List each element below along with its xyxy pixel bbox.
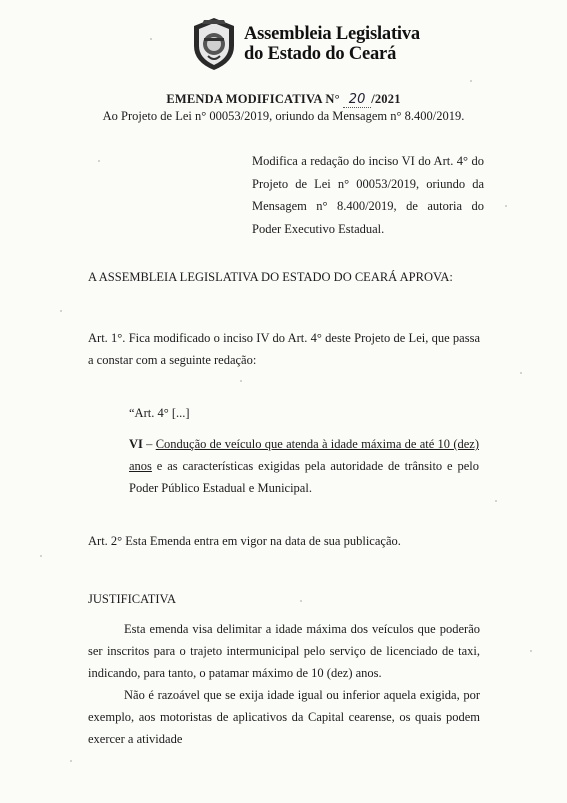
article-1: Art. 1°. Fica modificado o inciso IV do Art. 4° deste Projeto de Lei, que passa a constar com a seguinte redação: bbox=[88, 331, 480, 367]
inciso-vi bbox=[129, 433, 479, 499]
scan-speck bbox=[300, 600, 302, 602]
scan-speck bbox=[470, 80, 472, 82]
inciso-label: VI bbox=[129, 437, 143, 451]
inciso-underlined-text: Condução de veículo que atenda à idade máxima de até 10 (dez) anos bbox=[129, 437, 479, 473]
letterhead bbox=[190, 14, 420, 74]
scan-speck bbox=[505, 205, 507, 207]
org-name-line2: do Estado do Ceará bbox=[244, 44, 397, 64]
document-subtitle: Ao Projeto de Lei n° 00053/2019, oriundo da Mensagem n° 8.400/2019. bbox=[102, 109, 465, 123]
quoted-article-head: “Art. 4° [...] bbox=[129, 406, 190, 420]
scan-speck bbox=[70, 760, 72, 762]
scan-speck bbox=[530, 650, 532, 652]
scan-speck bbox=[98, 160, 100, 162]
article-2: Art. 2° Esta Emenda entra em vigor na data de sua publicação. bbox=[88, 534, 401, 548]
org-name-line1: Assembleia Legislativa bbox=[244, 24, 420, 44]
scan-speck bbox=[495, 500, 497, 502]
justification-heading: JUSTIFICATIVA bbox=[88, 592, 176, 606]
justification-paragraph-2: Não é razoável que se exija idade igual ou inferior aquela exigida, por exemplo, aos motoristas de aplicativos da Capital cearense, os quais podem exercer a atividade bbox=[88, 688, 480, 746]
justification-paragraph-1: Esta emenda visa delimitar a idade máxima dos veículos que poderão ser inscritos para o trajeto intermunicipal pelo serviço de licenciado de taxi, indicando, para tanto, o patamar máximo de 10 (dez) anos. bbox=[88, 622, 480, 680]
scan-speck bbox=[40, 555, 42, 557]
amendment-number: 20 bbox=[343, 92, 371, 108]
inciso-dash: – bbox=[142, 437, 156, 451]
document-title bbox=[0, 92, 567, 108]
scan-speck bbox=[150, 38, 152, 40]
scan-speck bbox=[60, 310, 62, 312]
inciso-rest-text: e as características exigidas pela autoridade de trânsito e pelo Poder Público Estadual e Municipal. bbox=[129, 459, 479, 495]
ementa-summary: Modifica a redação do inciso VI do Art. 4° do Projeto de Lei n° 00053/2019, oriundo da Mensagem n° 8.400/2019, de autoria do Poder Executivo Estadual. bbox=[252, 154, 484, 236]
title-prefix: EMENDA MODIFICATIVA N° bbox=[166, 92, 340, 106]
approval-statement: A ASSEMBLEIA LEGISLATIVA DO ESTADO DO CEARÁ APROVA: bbox=[88, 270, 453, 284]
document-title-block bbox=[0, 92, 567, 124]
scan-speck bbox=[240, 380, 242, 382]
scan-speck bbox=[520, 372, 522, 374]
title-year: /2021 bbox=[371, 92, 401, 106]
ceara-coat-of-arms-icon bbox=[190, 16, 238, 72]
